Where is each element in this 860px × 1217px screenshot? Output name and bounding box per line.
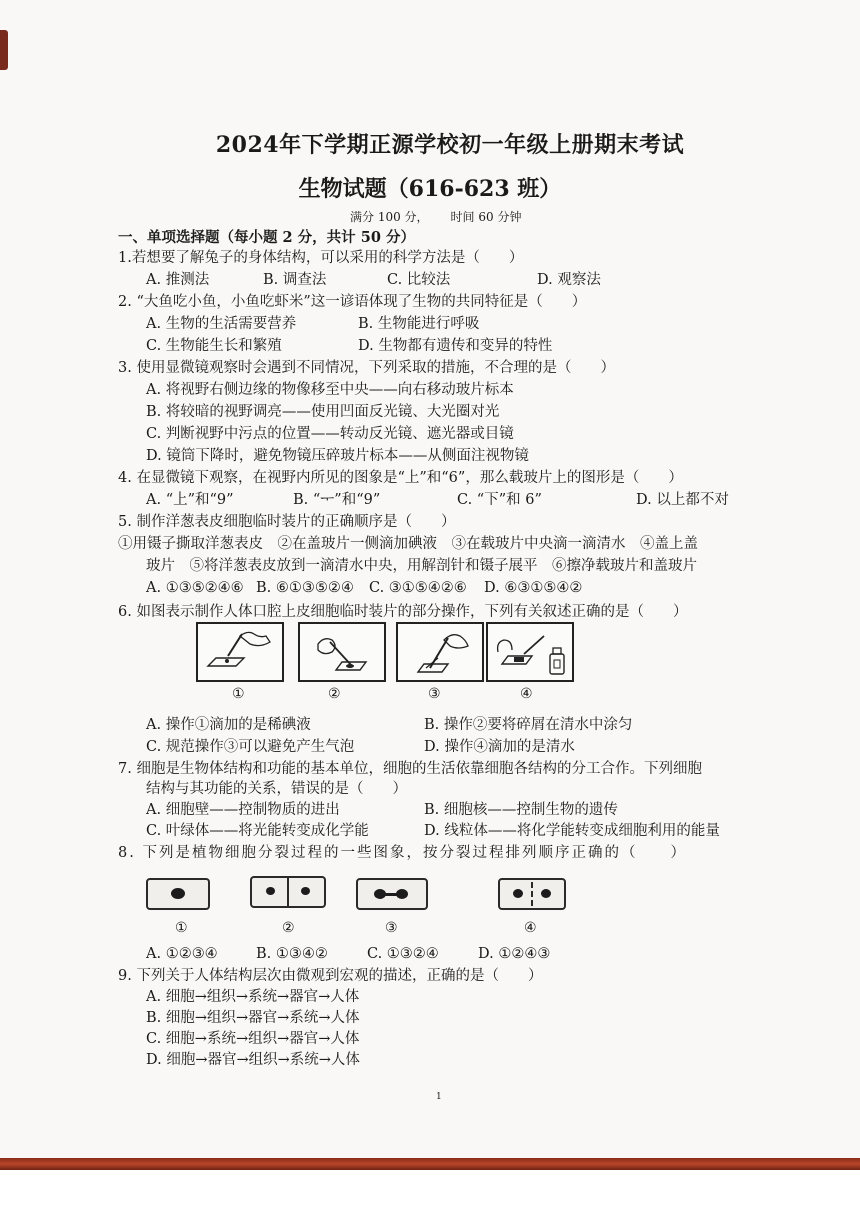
question-stem: 1.若想要了解兔子的身体结构，可以采用的科学方法是（ ） bbox=[118, 250, 524, 266]
option-d: D. 镜筒下降时，避免物镜压碎玻片标本——从侧面注视物镜 bbox=[146, 448, 529, 464]
option-a: A. 推测法 bbox=[146, 272, 210, 288]
steps-line: 玻片 ⑤将洋葱表皮放到一滴清水中央，用解剖针和镊子展平 ⑥擦净载玻片和盖玻片 bbox=[146, 558, 697, 574]
binder-edge bbox=[0, 30, 8, 70]
exam-info bbox=[350, 208, 521, 225]
option-d: D. ①②④③ bbox=[478, 946, 551, 962]
option-b: B. 细胞→组织→器官→系统→人体 bbox=[146, 1010, 360, 1026]
page-number: 1 bbox=[436, 1092, 442, 1102]
figure-label: ② bbox=[328, 686, 341, 702]
option-d: D. 操作④滴加的是清水 bbox=[424, 739, 575, 755]
option-b: B. ⑥①③⑤②④ bbox=[256, 580, 354, 596]
option-a: A. 细胞→组织→系统→器官→人体 bbox=[146, 989, 360, 1005]
section-heading: 一、单项选择题（每小题 2 分，共计 50 分） bbox=[118, 229, 415, 246]
question-stem: 结构与其功能的关系，错误的是（ ） bbox=[146, 781, 407, 797]
exam-title: 2024年下学期正源学校初一年级上册期末考试 bbox=[215, 132, 685, 158]
figure-label: ② bbox=[282, 920, 295, 936]
option-a: A. 细胞壁——控制物质的进出 bbox=[146, 802, 340, 818]
option-b: B. ①③④② bbox=[256, 946, 328, 962]
option-b: B. “ᅮ”和“9” bbox=[293, 492, 381, 508]
procedure-figure-1 bbox=[196, 622, 284, 682]
option-a: A. ①③⑤②④⑥ bbox=[146, 580, 244, 596]
option-b: B. 操作②要将碎屑在清水中涂匀 bbox=[424, 717, 633, 733]
option-d: D. 生物都有遗传和变异的特性 bbox=[358, 338, 553, 354]
nucleus bbox=[396, 889, 408, 899]
option-a: A. ①②③④ bbox=[146, 946, 218, 962]
option-a: A. 操作①滴加的是稀碘液 bbox=[146, 717, 311, 733]
option-c: C. ①③②④ bbox=[367, 946, 439, 962]
question-stem: 7. 细胞是生物体结构和功能的基本单位，细胞的生活依靠细胞各结构的分工合作。下列细胞 bbox=[118, 761, 702, 777]
cell-stage-1 bbox=[146, 878, 210, 910]
option-a: A. 生物的生活需要营养 bbox=[146, 316, 297, 332]
question-stem: 3. 使用显微镜观察时会遇到不同情况，下列采取的措施，不合理的是（ ） bbox=[118, 360, 615, 376]
option-d: D. 以上都不对 bbox=[636, 492, 729, 508]
option-b: B. 将较暗的视野调亮——使用凹面反光镜、大光圈对光 bbox=[146, 404, 500, 420]
question-stem: 4. 在显微镜下观察，在视野内所见的图象是“上”和“6”，那么载玻片上的图形是（ ） bbox=[118, 470, 683, 486]
option-c: C. “下”和 6” bbox=[457, 492, 542, 508]
cell-stage-3 bbox=[356, 878, 428, 910]
option-d: D. 观察法 bbox=[537, 272, 601, 288]
option-b: B. 调查法 bbox=[263, 272, 327, 288]
option-c: C. 比较法 bbox=[387, 272, 451, 288]
exam-subtitle: 生物试题（616-623 班） bbox=[298, 176, 562, 202]
option-a: A. “上”和“9” bbox=[146, 492, 234, 508]
procedure-figure-3 bbox=[396, 622, 484, 682]
option-d: D. ⑥③①⑤④② bbox=[484, 580, 583, 596]
cell-stage-2 bbox=[250, 876, 326, 908]
option-c: C. 规范操作③可以避免产生气泡 bbox=[146, 739, 355, 755]
time-info: 时间 60 分钟 bbox=[450, 210, 522, 224]
figure-label: ③ bbox=[385, 920, 398, 936]
figure-label: ④ bbox=[524, 920, 537, 936]
option-d: D. 线粒体——将化学能转变成细胞利用的能量 bbox=[424, 823, 720, 839]
option-c: C. 判断视野中污点的位置——转动反光镜、遮光器或目镜 bbox=[146, 426, 514, 442]
question-stem: 9. 下列关于人体结构层次由微观到宏观的描述，正确的是（ ） bbox=[118, 968, 543, 984]
option-c: C. 叶绿体——将光能转变成化学能 bbox=[146, 823, 369, 839]
option-c: C. ③①⑤④②⑥ bbox=[369, 580, 467, 596]
option-a: A. 将视野右侧边缘的物像移至中央——向右移动玻片标本 bbox=[146, 382, 514, 398]
procedure-figure-4 bbox=[486, 622, 574, 682]
steps-line: ①用镊子撕取洋葱表皮 ②在盖玻片一侧滴加碘液 ③在载玻片中央滴一滴清水 ④盖上盖 bbox=[118, 536, 698, 552]
nucleus bbox=[171, 888, 185, 899]
nucleus bbox=[513, 889, 523, 898]
option-b: B. 细胞核——控制生物的遗传 bbox=[424, 802, 618, 818]
cell-stage-4 bbox=[498, 878, 566, 910]
nucleus bbox=[301, 887, 310, 895]
figure-label: ① bbox=[175, 920, 188, 936]
option-d: D. 细胞→器官→组织→系统→人体 bbox=[146, 1052, 360, 1068]
procedure-figure-2 bbox=[298, 622, 386, 682]
question-stem: 5. 制作洋葱表皮细胞临时装片的正确顺序是（ ） bbox=[118, 514, 456, 530]
score-info: 满分 100 分， bbox=[350, 210, 429, 224]
question-stem: 2. “大鱼吃小鱼，小鱼吃虾米”这一谚语体现了生物的共同特征是（ ） bbox=[118, 294, 587, 310]
option-c: C. 生物能生长和繁殖 bbox=[146, 338, 282, 354]
desk-edge bbox=[0, 1158, 860, 1170]
nucleus bbox=[541, 889, 551, 898]
option-b: B. 生物能进行呼吸 bbox=[358, 316, 480, 332]
question-stem: 8. 下列是植物细胞分裂过程的一些图象，按分裂过程排列顺序正确的（ ） bbox=[118, 845, 687, 861]
option-c: C. 细胞→系统→组织→器官→人体 bbox=[146, 1031, 360, 1047]
nucleus bbox=[266, 887, 275, 895]
figure-label: ③ bbox=[428, 686, 441, 702]
question-stem: 6. 如图表示制作人体口腔上皮细胞临时装片的部分操作，下列有关叙述正确的是（ ） bbox=[118, 604, 688, 620]
figure-label: ④ bbox=[520, 686, 533, 702]
figure-label: ① bbox=[232, 686, 245, 702]
